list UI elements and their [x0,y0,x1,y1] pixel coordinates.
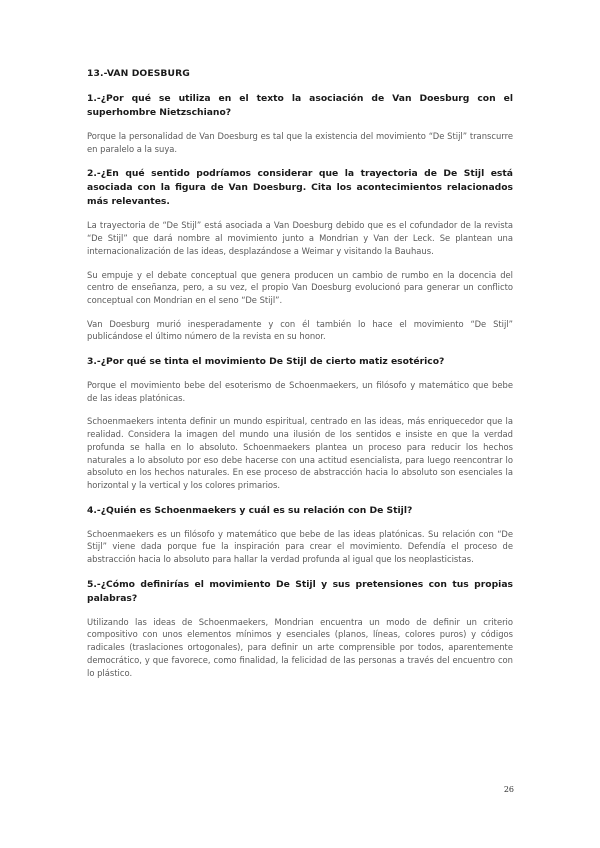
answer-2-paragraph-2: Su empuje y el debate conceptual que genera producen un cambio de rumbo en la docencia del centro de enseñanza, pero, a su vez, el propio Van Doesburg evolucionó para generar un conflicto conceptual con Mondrian en el seno “De Stijl”. [87,269,513,305]
answer-1-paragraph-1: Porque la personalidad de Van Doesburg es tal que la existencia del movimiento “De Stijl” transcurre en paralelo a la suya. [87,131,513,154]
document-page [87,68,513,691]
question-3: 3.-¿Por qué se tinta el movimiento De Stijl de cierto matiz esotérico? [87,356,445,368]
question-2: 2.-¿En qué sentido podríamos considerar que la trayectoria de De Stijl está asociada con la figura de Van Doesburg. Cita los acontecimientos relacionados más relevantes. [87,168,513,208]
question-4: 4.-¿Quién es Schoenmaekers y cuál es su relación con De Stijl? [87,504,413,516]
answer-4-paragraph-1: Schoenmaekers es un filósofo y matemático que bebe de las ideas platónicas. Su relación con “De Stijl” viene dada porque fue la inspiración para crear el movimiento. Defendía el proceso de abstracción hacia lo absoluto para hallar la verdad profunda al igual que los neoplasticistas. [87,528,513,565]
question-5: 5.-¿Cómo definirías el movimiento De Stijl y sus pretensiones con tus propias palabras? [87,578,513,604]
answer-3-paragraph-1: Porque el movimiento bebe del esoterismo de Schoenmaekers, un filósofo y matemático que bebe de las ideas platónicas. [87,380,513,403]
section-title: 13.-VAN DOESBURG [87,68,190,79]
question-1: 1.-¿Por qué se utiliza en el texto la asociación de Van Doesburg con el superhombre Nietzschiano? [87,93,513,118]
answer-2-paragraph-1: La trayectoria de “De Stijl” está asociada a Van Doesburg debido que es el cofundador de la revista “De Stijl” que dará nombre al movimiento junto a Mondrian y Van der Leck. Se plantean una internacionalización de las ideas, desplazándose a Weimar y visitando la Bauhaus. [87,220,513,256]
answer-3-paragraph-2: Schoenmaekers intenta definir un mundo espiritual, centrado en las ideas, más enriquecedor que la realidad. Considera la imagen del mundo una ilusión de los sentidos e insiste en que la verdad profunda se halla en lo absoluto. Schoenmaekers plantea un proceso para reducir los hechos naturales a lo absoluto por eso debe hacerse con una actitud esencialista, para luego reencontrar lo absoluto en los hechos naturales. En ese proceso de abstracción hacia lo absoluto son esenciales la horizontal y la vertical y los colores primarios. [87,416,513,490]
answer-2-paragraph-3: Van Doesburg murió inesperadamente y con él también lo hace el movimiento “De Stijl” publicándose el último número de la revista en su honor. [87,318,513,342]
answer-5-paragraph-1: Utilizando las ideas de Schoenmaekers, Mondrian encuentra un modo de definir un criterio compositivo con unos elementos mínimos y esenciales (planos, líneas, colores puros) y códigos radicales (traslaciones ortogonales), para definir un arte comprensible por todos, aparentemente democrático, y que favorece, como finalidad, la felicidad de las personas a través del encuentro con lo plástico. [87,616,513,678]
page-number: 26 [503,785,514,794]
